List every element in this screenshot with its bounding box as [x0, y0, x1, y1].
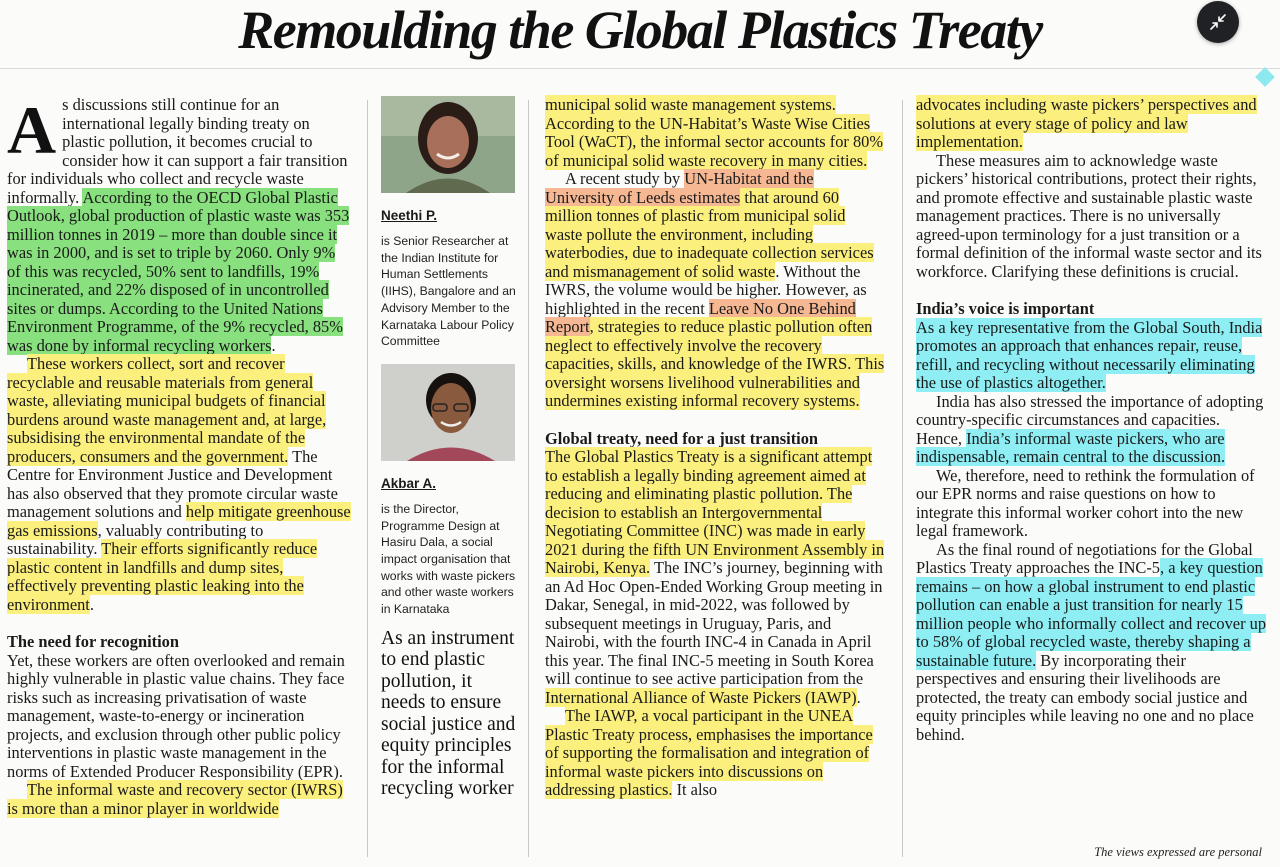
title-rule [0, 68, 1280, 69]
highlight-yellow: , strategies to reduce plastic pollution often neglect to effectively involve the recovery capacities, skills, and knowledge of the IWRS. This oversight worsens livelihood vulnerabilities and undermines existing informal recovery systems. [545, 317, 885, 410]
highlight-yellow: The Global Plastics Treaty is a significant attempt to establish a legally binding agreement aimed at reducing and eliminating plastic pollution. The decision to establish an Intergovernmental Negotiating Committee (INC) was made in early 2021 during the fifth UN Environment Assembly in Nairobi, Kenya. [545, 447, 885, 577]
paragraph-6: As the final round of negotiations for the Global Plastics Treaty approaches the INC-5, a key question remains – on how a global instrument to end plastic pollution can enable a just transition for nearly 15 million people who informally collect and recover up to 58% of global recycled waste, thereby shaping a sustainable future. By incorporating their perspectives and ensuring their livelihoods are protected, the treaty can embody social justice and equity principles while leaving no one and no place behind. [916, 539, 1267, 744]
column-divider [902, 100, 903, 857]
highlight-orange: UN-Habitat and the University of Leeds estimates [545, 169, 814, 207]
highlight-yellow: advocates including waste pickers’ perspectives and solutions at every stage of policy and law implementation. [916, 95, 1257, 151]
highlight-orange: Leave No One Behind Report [545, 298, 856, 336]
highlight-yellow: that around 60 million tonnes of plastic from municipal solid waste pollute the environment, including waterbodies, due to inadequate collection services and mismanagement of solid waste [545, 187, 874, 281]
paragraph-1 [545, 96, 885, 170]
highlight-cyan: As a key representative from the Global South, India promotes an approach that enhances repair, reuse, refill, and recycling without necessarily eliminating the use of plastics altogether. [916, 317, 1263, 392]
highlight-cyan: India’s informal waste pickers, who are indispensable, remain central to the discussion. [916, 428, 1226, 466]
paragraph-3: Yet, these workers are often overlooked and remain highly vulnerable in plastic value chains. They face risks such as increasing privatisation of waste management, waste-to-energy or incineration projects, and exclusion through other public policy interventions in plastic waste management in the norms of Extended Producer Responsibility (EPR). [7, 650, 345, 781]
drop-cap: A [7, 92, 57, 168]
paragraph-1: As discussions still continue for an international legally binding treaty on plastic pollution, it becomes crucial to consider how it can support a fair transition for individuals who collect and recycle waste informally. According to the OECD Global Plastic Outlook, global production of plastic waste was 353 million tonnes in 2019 – more than double since it was in 2000, and is set to triple by 2060. Only 9% of this was recycled, 50% sent to landfills, 19% incinerated, and 22% disposed of in uncontrolled sites or dumps. According to the United Nations Environment Programme, of the 9% recycled, 85% was done by informal recycling workers. [7, 92, 350, 355]
highlight-cyan: , a key question remains – on how a global instrument to end plastic pollution can enable a just transition for nearly 15 million people who informally collect and recover up to 58% of global recycled waste, thereby shaping a sustainable future. [916, 558, 1267, 670]
section-heading: Global treaty, need for a just transition [545, 428, 819, 448]
highlight-green: According to the OECD Global Plastic Outlook, global production of plastic waste was 353 million tonnes in 2019 – more than double since it was in 2000, and is set to triple by 2060. Only 9% of this was recycled, 50% sent to landfills, 19% incinerated, and 22% disposed of in uncontrolled sites or dumps. According to the United Nations Environment Programme, of the 9% recycled, 85% was done by informal recycling workers [7, 187, 350, 355]
section-heading: The need for recognition [7, 632, 179, 651]
section-heading: India’s voice is important [916, 299, 1095, 318]
paragraph-3 [916, 319, 1266, 393]
author-photo [381, 364, 515, 461]
annotation-marker [1255, 67, 1275, 87]
pull-quote: As an instrument to end plastic pollution, it needs to ensure social justice and equity principles for the informal recycling worker [381, 627, 516, 800]
article-title: Remoulding the Global Plastics Treaty [238, 0, 1042, 60]
paragraph-2: These workers collect, sort and recover recyclable and reusable materials from general waste, alleviating municipal budgets of financial burdens around waste management and, at large, subsidising the environmental mandate of the producers, consumers and the government. The Centre for Environment Justice and Development has also observed that they promote circular waste management solutions and help mitigate greenhouse gas emissions, valuably contributing to sustainability. Their efforts significantly reduce plastic content in landfills and dump sites, effectively preventing plastic leaking into the environment. [7, 354, 351, 614]
author-photo [381, 96, 515, 193]
paragraph-1 [916, 96, 1266, 152]
column-1 [7, 92, 352, 818]
author-name: Neethi P. [381, 208, 438, 223]
paragraph-2: These measures aim to acknowledge waste pickers’ historical contributions, protect their rights, and promote effective and sustainable plastic waste management practices. There is no universally agreed-upon terminology for a just transition or a formal definition of the informal waste sector and its workforce. Clarifying these definitions is crucial. [916, 150, 1262, 281]
paragraph-3: The Global Plastics Treaty is a significant attempt to establish a legally binding agreement aimed at reducing and eliminating plastic pollution. The decision to establish an Intergovernmental Negotiating Committee (INC) was made in early 2021 during the fifth UN Environment Assembly in Nairobi, Kenya. The INC’s journey, beginning with an Ad Hoc Open-Ended Working Group meeting in Dakar, Senegal, in mid-2022, was followed by subsequent meetings in Uruguay, Paris, and Nairobi, with the fourth INC-4 in Canada in April this year. The final INC-5 meeting in South Korea will continue to see active participation from the International Alliance of Waste Pickers (IAWP). [545, 447, 885, 707]
highlight-yellow: These workers collect, sort and recover recyclable and reusable materials from general waste, alleviating municipal budgets of financial burdens around waste management and, at large, subsidising the environmental mandate of the producers, consumers and the government. [7, 354, 327, 466]
author-bio: is Senior Researcher at the Indian Institute for Human Settlements (IIHS), Bangalore and an Advisory Member to the Karnataka Labour Policy Committee [381, 234, 516, 349]
highlight-yellow: The informal waste and recovery sector (IWRS) is more than a minor player in worldwide [7, 780, 343, 818]
paragraph-4: The IAWP, a vocal participant in the UNEA Plastic Treaty process, emphasises the importance of supporting the formalisation and integration of informal waste pickers into discussions on addressing plastics. It also [545, 706, 873, 799]
author-column [381, 96, 521, 800]
paragraph-5: We, therefore, need to rethink the formulation of our EPR norms and raise questions on how to integrate this informal worker cohort into the new legal framework. [916, 465, 1255, 540]
highlight-yellow: municipal solid waste management systems. According to the UN-Habitat’s Waste Wise Cities Tool (WaCT), the informal sector accounts for 80% of municipal solid waste recovery in many cities. [545, 95, 883, 170]
paragraph-4: India has also stressed the importance of adopting country-specific circumstances and capacities. Hence, India’s informal waste pickers, who are indispensable, remain central to the discussion. [916, 391, 1264, 466]
disclaimer: The views expressed are personal [1094, 845, 1262, 859]
highlight-yellow: International Alliance of Waste Pickers (IAWP) [545, 687, 857, 707]
column-divider [528, 100, 529, 857]
highlight-yellow: help mitigate greenhouse gas emissions [7, 502, 351, 540]
column-3 [545, 96, 885, 800]
highlight-yellow: Their efforts significantly reduce plastic content in landfills and dump sites, effectively preventing plastic leaking into the environment [7, 539, 318, 614]
paragraph-2: A recent study by UN-Habitat and the University of Leeds estimates that around 60 million tonnes of plastic from municipal solid waste pollute the environment, including waterbodies, due to inadequate collection services and mismanagement of solid waste. Without the IWRS, the volume would be higher. However, as highlighted in the recent Leave No One Behind Report, strategies to reduce plastic pollution often neglect to effectively involve the recovery capacities, skills, and knowledge of the IWRS. This oversight worsens livelihood vulnerabilities and undermines existing informal recovery systems. [545, 169, 885, 410]
highlight-yellow: The IAWP, a vocal participant in the UNEA Plastic Treaty process, emphasises the importance of supporting the formalisation and integration of informal waste pickers into discussions on addressing plastics. [545, 706, 873, 799]
collapse-button[interactable] [1197, 1, 1239, 43]
collapse-arrows-icon [1208, 12, 1228, 32]
author-name: Akbar A. [381, 475, 437, 491]
column-divider [367, 100, 368, 857]
author-bio: is the Director, Programme Design at Hasiru Dala, a social impact organisation that works with waste pickers and other waste workers in Karnataka [381, 501, 516, 617]
paragraph-4 [7, 781, 352, 818]
column-4 [916, 96, 1266, 744]
